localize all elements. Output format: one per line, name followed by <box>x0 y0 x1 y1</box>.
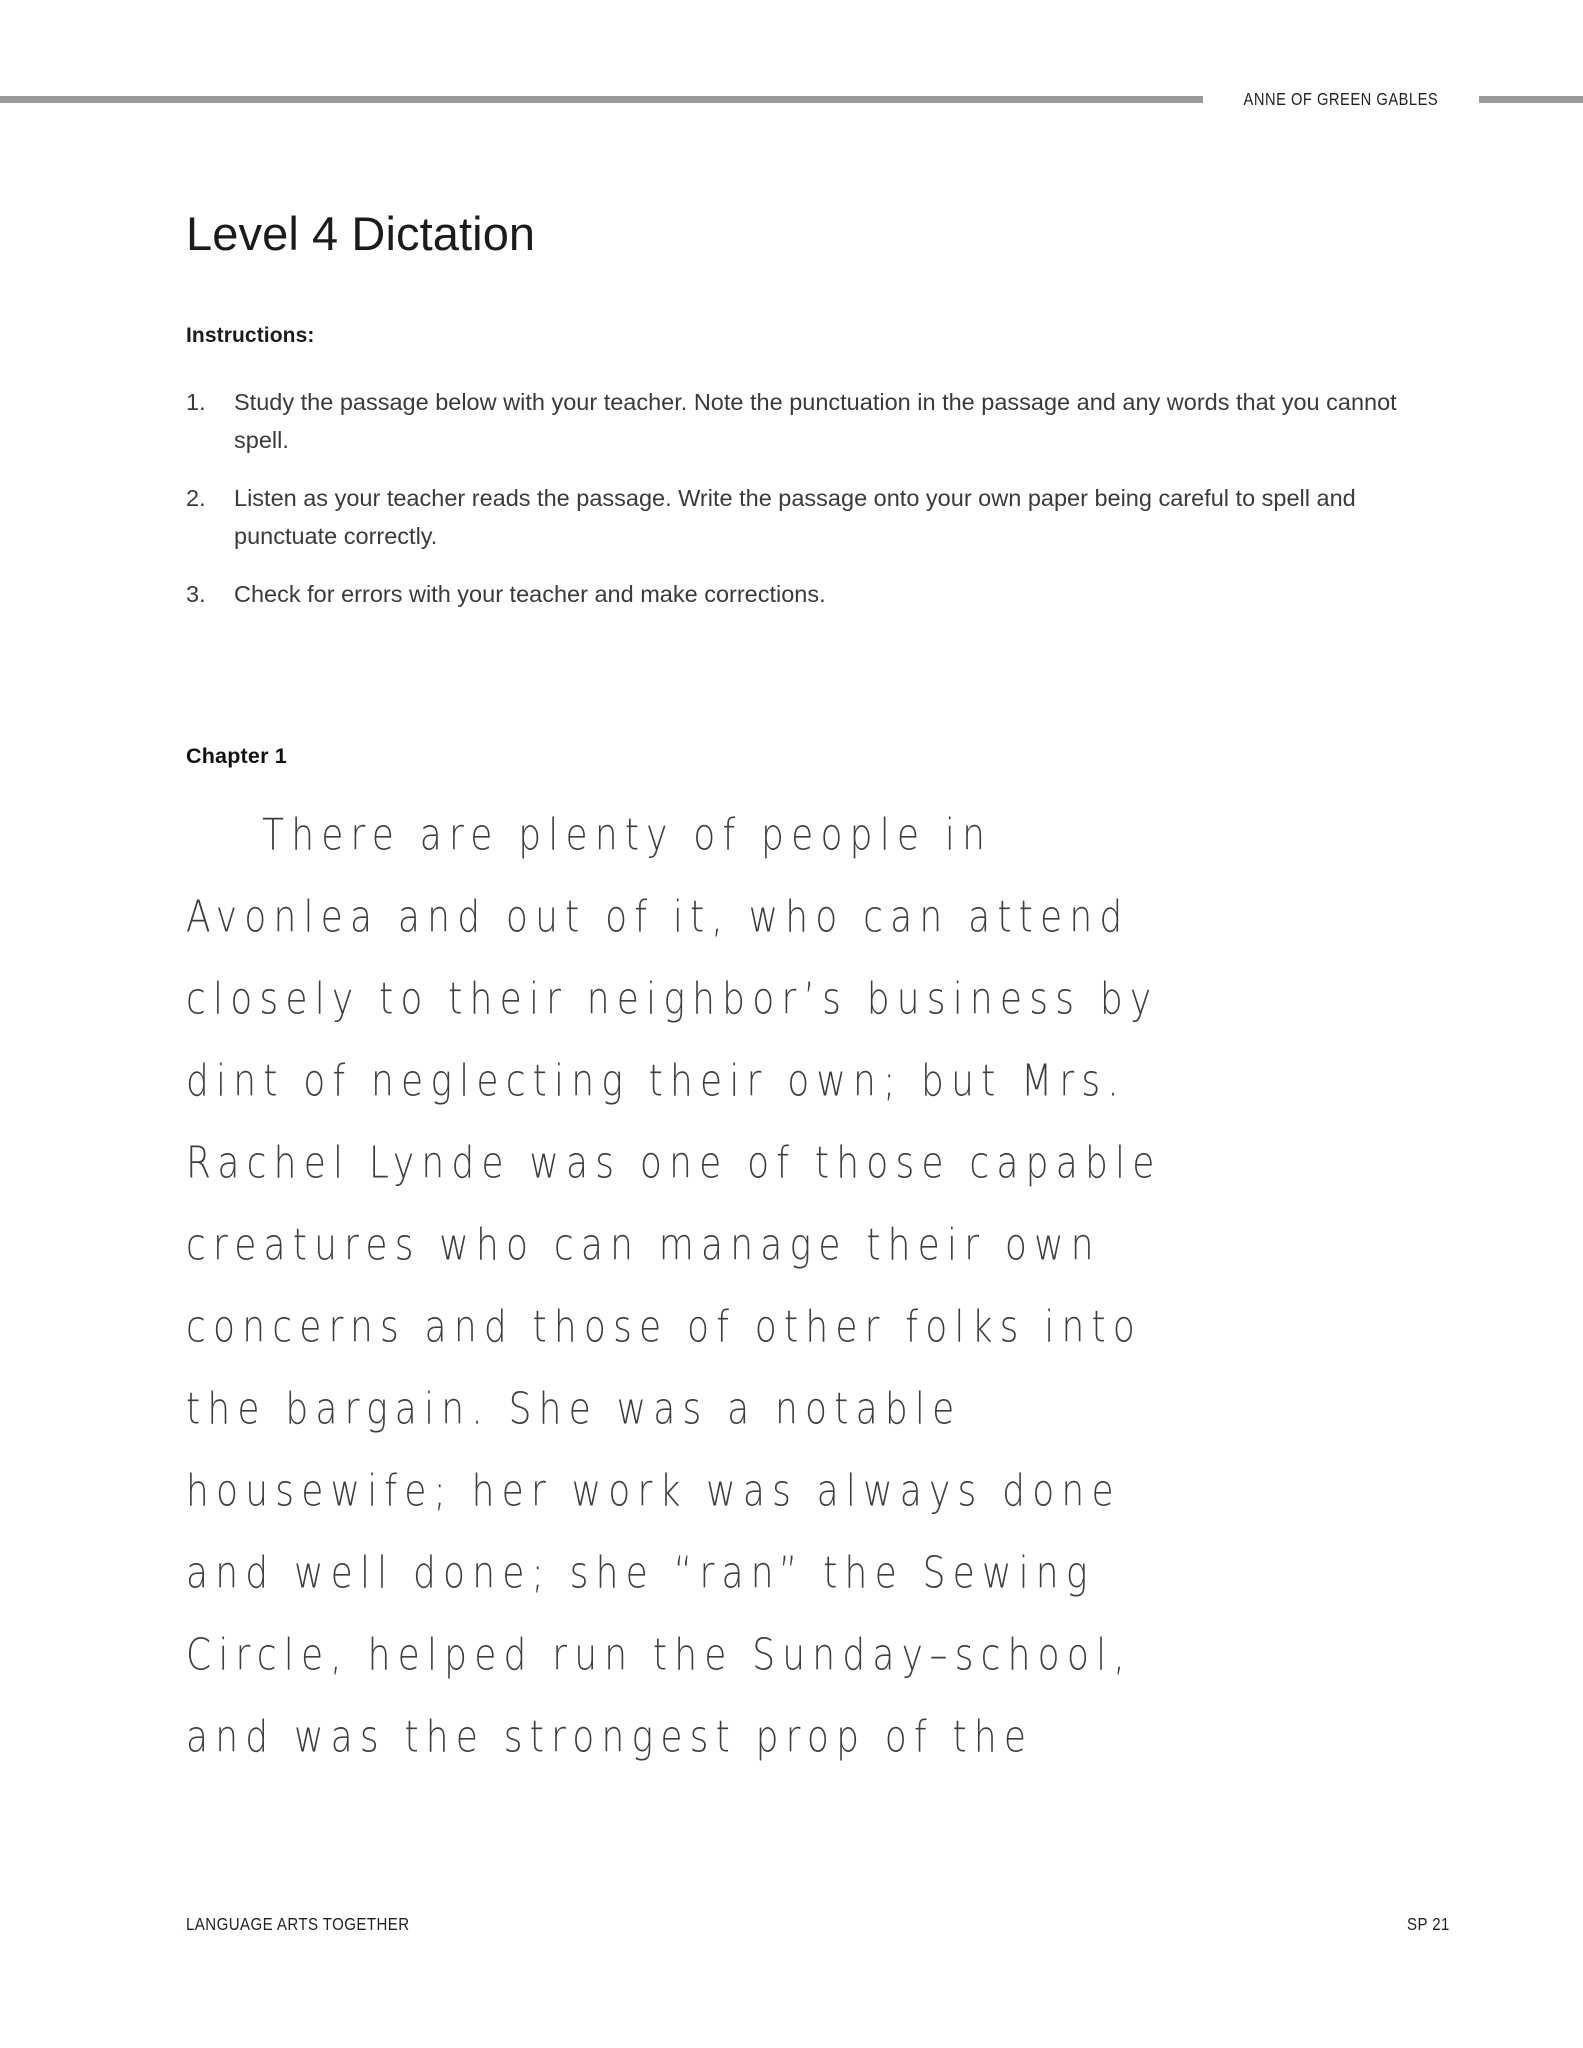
passage-line: Rachel Lynde was one of those capable <box>186 1138 1162 1189</box>
footer-series-title: LANGUAGE ARTS TOGETHER <box>186 1914 410 1934</box>
passage-line: and was the strongest prop of the <box>186 1712 1034 1763</box>
passage-line: creatures who can manage their own <box>186 1220 1101 1271</box>
page-footer <box>186 1914 1450 1935</box>
list-item-number: 3. <box>186 581 206 608</box>
running-head-title: ANNE OF GREEN GABLES <box>1243 88 1439 109</box>
instructions-label: Instructions: <box>186 324 315 347</box>
dictation-passage <box>186 795 1376 1779</box>
passage-line: There are plenty of people in <box>262 810 993 861</box>
passage-line: Circle, helped run the Sunday–school, <box>186 1630 1132 1681</box>
passage-line: dint of neglecting their own; but Mrs. <box>186 1056 1126 1107</box>
passage-line: closely to their neighbor’s business by <box>186 974 1159 1025</box>
passage-line: the bargain. She was a notable <box>186 1384 962 1435</box>
list-item-number: 1. <box>186 389 206 415</box>
list-item <box>186 383 1401 459</box>
passage-line: housewife; her work was always done <box>186 1466 1121 1517</box>
instructions-list <box>186 383 1401 633</box>
list-item-number: 2. <box>186 485 206 512</box>
running-header <box>0 86 1583 112</box>
header-rule-left <box>0 96 1203 103</box>
header-rule-right <box>1479 96 1583 103</box>
footer-page-number: SP 21 <box>1407 1914 1450 1934</box>
passage-line: Avonlea and out of it, who can attend <box>186 892 1130 943</box>
passage-line: and well done; she “ran” the Sewing <box>186 1548 1095 1599</box>
page-title: Level 4 Dictation <box>186 207 536 261</box>
passage-line: concerns and those of other folks into <box>186 1302 1143 1353</box>
list-item-text: Check for errors with your teacher and make corrections. <box>234 581 826 608</box>
chapter-label: Chapter 1 <box>186 744 287 768</box>
list-item-text: Study the passage below with your teacher. Note the punctuation in the passage and any words that you cannot spell. <box>234 389 1397 454</box>
list-item-text: Listen as your teacher reads the passage. Write the passage onto your own paper being careful to spell and punctuate correctly. <box>234 485 1356 550</box>
list-item <box>186 479 1401 555</box>
list-item <box>186 575 1401 613</box>
